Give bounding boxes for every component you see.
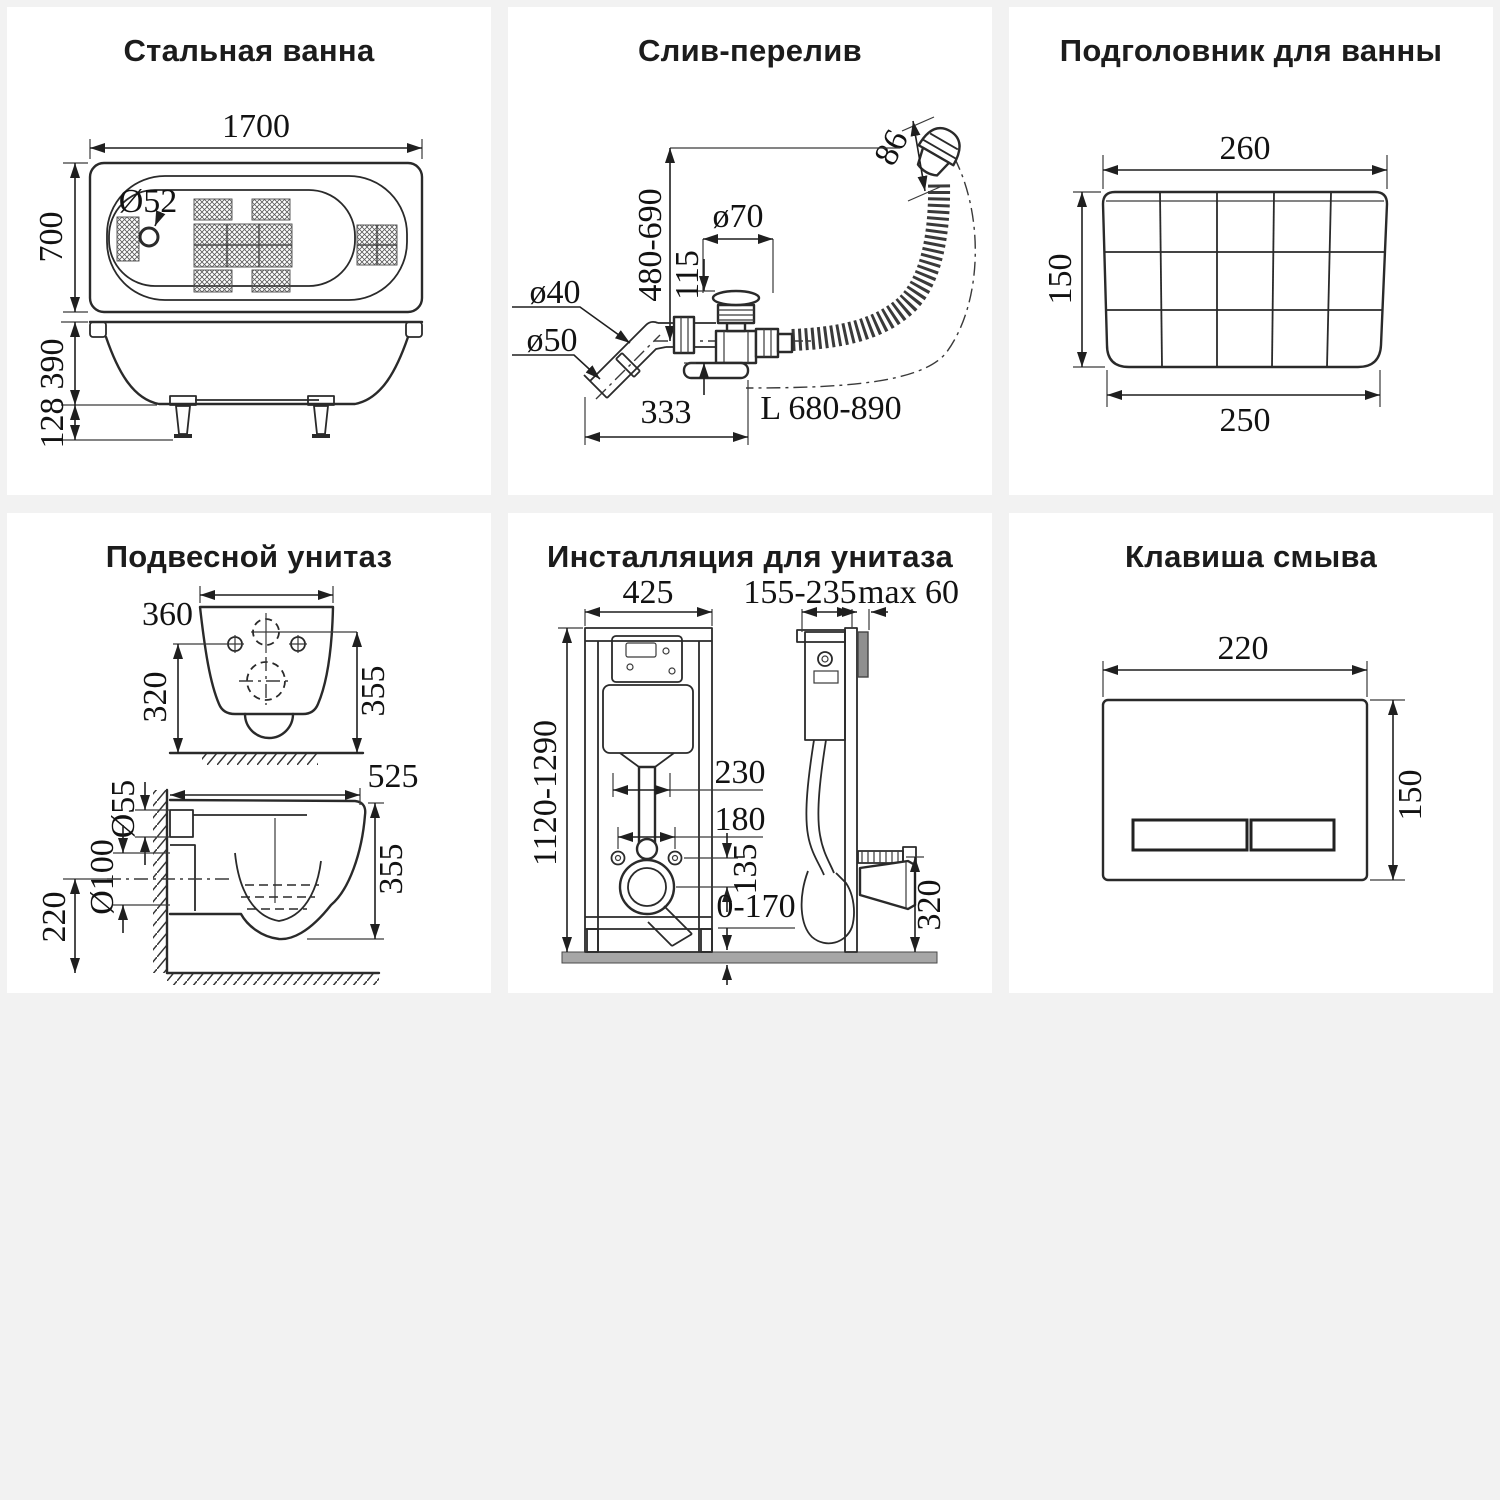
quilt-grid [1104, 193, 1385, 367]
dim-drain: Ø52 [118, 183, 178, 220]
panel-title: Инсталляция для унитаза [547, 539, 953, 574]
dim-length: 333 [640, 394, 692, 431]
bath-width-dimension [33, 163, 88, 312]
dim-outlet-height: 320 [910, 879, 948, 931]
dim-rear-height: 355 [354, 665, 392, 717]
panel-title: Слив-перелив [637, 33, 863, 68]
panel-title: Клавиша смыва [1124, 539, 1378, 574]
bottom-dimension [1107, 370, 1380, 439]
dim-outlet-d: ø50 [526, 322, 578, 359]
corrugated-hose [792, 183, 939, 340]
width-dimension [1103, 630, 1367, 697]
ground-hatch [202, 754, 318, 765]
panel-steel-bath [7, 7, 491, 495]
dim-side-height: 355 [372, 843, 410, 895]
flush-button-large [1133, 820, 1247, 850]
installation-drawing [508, 513, 992, 993]
dim-head: 86 [867, 124, 916, 172]
rear-height-dimension [355, 632, 392, 753]
panel-title: Стальная ванна [123, 33, 375, 68]
panel-flush-plate [1009, 513, 1493, 993]
front-width-dimension [585, 574, 712, 626]
height-dimension [1370, 700, 1429, 880]
depth-dimension [170, 758, 419, 805]
wall-gap-dimension [840, 574, 959, 630]
length-dimension [585, 380, 748, 445]
dim-feet: 0-170 [716, 888, 796, 925]
dim-outlet: Ø100 [83, 839, 121, 915]
bath-length-dimension [90, 108, 422, 159]
dim-depth: 525 [367, 758, 419, 795]
height-dimension [527, 628, 583, 952]
drain-elbow [584, 317, 716, 398]
dim-depth: 155-235 [743, 574, 857, 611]
dim-span-narrow: 180 [714, 801, 766, 838]
panel-title: Подвесной унитаз [105, 539, 393, 574]
side-height-dimension [307, 803, 410, 939]
dim-outlet-height: 220 [35, 891, 73, 943]
dim-width: 220 [1217, 630, 1269, 667]
dim-plug-h: 115 [668, 250, 706, 300]
wall-bracket [858, 632, 868, 677]
height-dimension [1042, 192, 1105, 367]
bath-side-view [90, 322, 422, 436]
toilet-side-view [153, 790, 379, 985]
bath-top-view [90, 163, 422, 312]
span-wide-dimension [613, 754, 766, 797]
mount-height-dimension [137, 644, 178, 753]
mount-bolt-holes [173, 635, 307, 653]
dim-length: 1700 [222, 108, 290, 145]
plug-diameter-dimension [703, 198, 773, 293]
flush-button-small [1251, 820, 1334, 850]
top-dimension [1103, 130, 1387, 189]
dim-plug-d: ø70 [712, 198, 764, 235]
drain-hole [140, 228, 158, 246]
dim-width: 360 [142, 596, 193, 633]
dim-inlet: Ø55 [104, 779, 142, 839]
dim-height: 480-690 [631, 188, 669, 302]
panel-title: Подголовник для ванны [1059, 33, 1443, 68]
dim-span-wide: 230 [714, 754, 766, 791]
dim-hose-length: L 680-890 [760, 390, 902, 427]
dim-depth: 390 [33, 338, 71, 390]
pipe-diameter-labels [512, 274, 630, 379]
rear-width-dimension [142, 586, 333, 633]
dim-bottom: 250 [1219, 402, 1271, 439]
drain-overflow-drawing [508, 7, 992, 495]
headrest-shape [1103, 192, 1387, 367]
drain-body [684, 291, 792, 378]
flush-plate-drawing [1009, 513, 1493, 993]
steel-bath-drawing [7, 7, 491, 495]
frame-side-view [797, 628, 916, 952]
panel-installation [508, 513, 992, 993]
headrest-drawing [1009, 7, 1493, 495]
toilet-rear-view [170, 607, 363, 765]
floor-bar [562, 952, 937, 963]
dim-pipe-d: ø40 [529, 274, 581, 311]
bath-legs [170, 396, 334, 436]
panel-drain-overflow [508, 7, 992, 495]
dim-outlet-offset: 135 [726, 843, 764, 895]
dim-width: 425 [622, 574, 674, 611]
dim-height: 150 [1041, 253, 1079, 305]
dim-legs: 128 [33, 397, 71, 449]
dim-wall-gap: max 60 [858, 574, 960, 611]
dim-mount-height: 320 [136, 671, 174, 723]
feet-dimension [716, 888, 795, 985]
panel-headrest [1009, 7, 1493, 495]
dim-height: 1120-1290 [526, 719, 564, 867]
depth-dimension [743, 574, 856, 632]
dim-top: 260 [1219, 130, 1271, 167]
panel-wall-hung-toilet [7, 513, 491, 993]
height-dimension [632, 148, 900, 341]
bath-depth-dimension [34, 322, 173, 449]
outlet-spigot [858, 847, 916, 909]
dim-height: 150 [1391, 769, 1429, 821]
dim-width: 700 [32, 211, 70, 263]
wall-hung-toilet-drawing [7, 513, 491, 993]
elbow-centerline [596, 335, 660, 399]
plate [1103, 700, 1367, 880]
